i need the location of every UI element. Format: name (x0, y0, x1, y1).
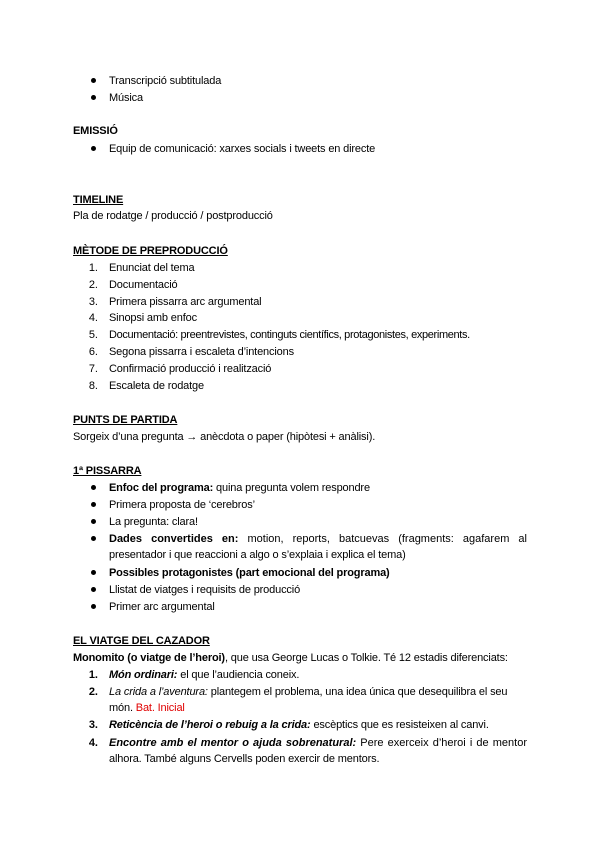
list-number: 3. (88, 719, 98, 731)
section-heading-timeline: TIMELINE (73, 194, 124, 206)
list-item: La pregunta: clara! (109, 516, 198, 528)
item-text: escèptics que es resisteixen al canvi. (310, 719, 489, 731)
bullet (91, 146, 96, 151)
list-item: Primera proposta de ‘cerebros’ (109, 499, 255, 511)
list-item: Enunciat del tema (109, 262, 195, 274)
bullet (91, 570, 96, 575)
bullet (91, 78, 96, 83)
item-text: (part emocional del programa) (232, 567, 390, 579)
list-item (109, 718, 489, 732)
list-number: 5. (88, 329, 98, 341)
list-number: 4. (88, 737, 98, 749)
item-text: quina pregunta volem respondre (213, 482, 370, 494)
list-item: Transcripció subtitulada (109, 75, 222, 87)
item-text: plantegem el problema, una idea única que desequilibra el seu (207, 686, 508, 698)
bullet (91, 502, 96, 507)
item-bold-label: Món ordinari: (109, 669, 178, 681)
list-item: Música (109, 92, 143, 104)
bullet (91, 485, 96, 490)
list-item (109, 736, 527, 750)
list-item: Equip de comunicació: xarxes socials i tweets en directe (109, 143, 376, 155)
item-bold-label: Enfoc del programa: (109, 482, 214, 494)
item-text: Pere exerceix d’heroi i de mentor (356, 737, 528, 749)
list-number: 2. (88, 279, 98, 291)
list-item: Llistat de viatges i requisits de producció (109, 584, 301, 596)
list-item-continuation (109, 701, 185, 715)
item-text: el que l’audiencia coneix. (177, 669, 300, 681)
list-item: Segona pissarra i escaleta d’intencions (109, 346, 294, 358)
list-item: Confirmació producció i realització (109, 363, 272, 375)
list-number: 2. (88, 686, 98, 698)
list-item: Primera pissarra arc argumental (109, 296, 262, 308)
section-heading-punts: PUNTS DE PARTIDA (73, 414, 178, 426)
list-item (109, 532, 527, 546)
bullet (91, 536, 96, 541)
intro-bold-paren: (o viatge de l’heroi) (124, 652, 225, 664)
section-heading-pissarra: 1ª PISSARRA (73, 465, 142, 477)
list-number: 6. (88, 346, 98, 358)
item-italic-label: La crida a l’aventura: (109, 686, 208, 698)
list-item (109, 668, 299, 682)
item-text: motion, reports, batcuevas (fragments: agafarem al (238, 533, 527, 545)
paragraph: Sorgeix d’una pregunta → anècdota o paper (hipòtesi + anàlisi). (73, 431, 376, 443)
red-annotation: Bat. Inicial (135, 702, 185, 714)
list-number: 3. (88, 296, 98, 308)
intro-text: , que usa George Lucas o Tolkie. Té 12 estadis diferenciats: (224, 652, 508, 664)
list-item-continuation: presentador i que reaccioni a algo o s’explaia i explica el tema) (109, 549, 406, 561)
list-item (109, 685, 507, 699)
list-number: 1. (88, 669, 98, 681)
paragraph: Pla de rodatge / producció / postproducció (73, 210, 273, 222)
list-item: Primer arc argumental (109, 601, 215, 613)
list-item: Escaleta de rodatge (109, 380, 204, 392)
intro-bold: Monomito (73, 652, 125, 664)
list-item (109, 566, 390, 580)
bullet (91, 95, 96, 100)
bullet (91, 519, 96, 524)
list-item-continuation: alhora. També alguns Cervells poden exercir de mentors. (109, 753, 380, 765)
list-number: 4. (88, 312, 98, 324)
list-item: Documentació (109, 279, 178, 291)
bullet (91, 587, 96, 592)
section-heading-emissio: EMISSIÓ (73, 125, 118, 137)
bullet (91, 604, 96, 609)
list-item: Documentació: preentrevistes, continguts científics, protagonistes, experiments. (109, 329, 470, 341)
list-number: 1. (88, 262, 98, 274)
item-bold-label: Reticència de l’heroi o rebuig a la crida: (109, 719, 311, 731)
item-bold-label: Encontre amb el mentor o ajuda sobrenatural: (109, 737, 357, 749)
item-text: món. (109, 702, 133, 714)
paragraph (73, 651, 508, 665)
list-number: 7. (88, 363, 98, 375)
item-bold-label: Dades convertides en: (109, 533, 239, 545)
list-number: 8. (88, 380, 98, 392)
list-item: Sinopsi amb enfoc (109, 312, 197, 324)
section-heading-viatge: EL VIATGE DEL CAZADOR (73, 635, 210, 647)
section-heading-metode: MÈTODE DE PREPRODUCCIÓ (73, 245, 228, 257)
list-item (109, 481, 370, 495)
item-bold-label: Possibles protagonistes (109, 567, 233, 579)
